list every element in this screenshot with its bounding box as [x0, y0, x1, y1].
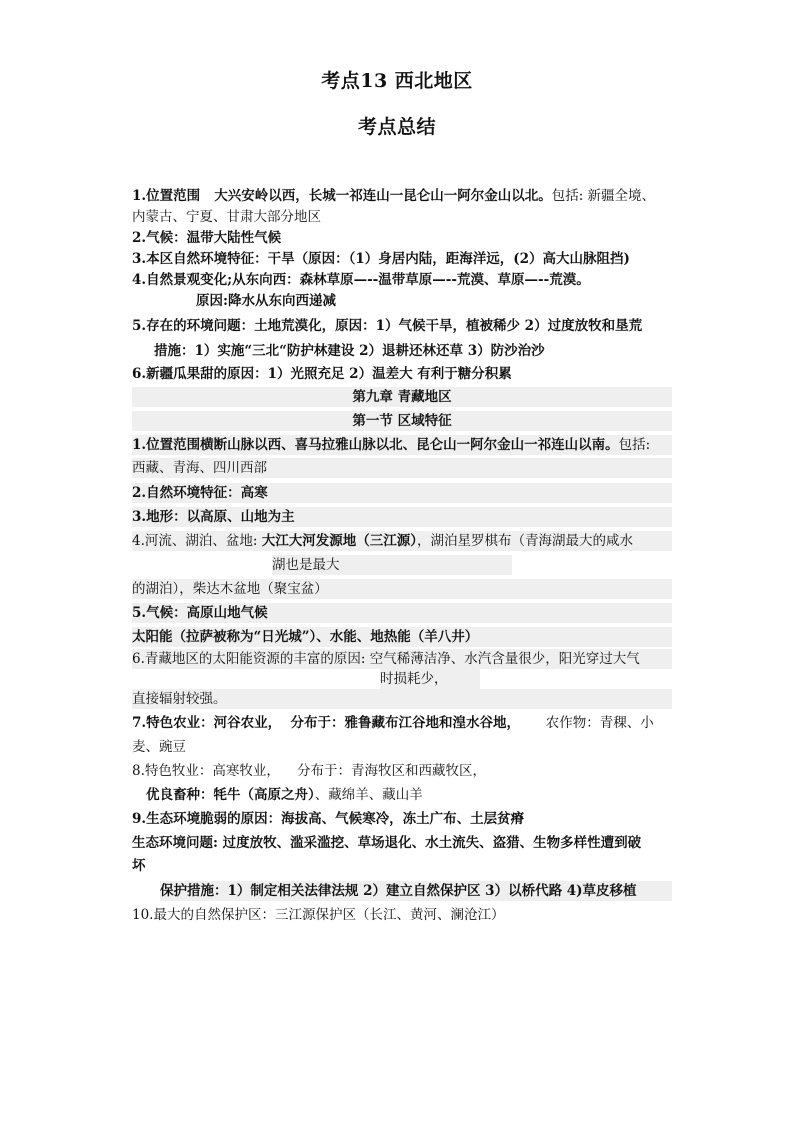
- list-item: 2.自然环境特征：高寒: [132, 483, 672, 503]
- list-item: 时损耗少，: [380, 669, 480, 689]
- list-item: 直接辐射较强。: [132, 689, 672, 709]
- list-item: 湖也是最大: [272, 555, 512, 575]
- list-item: 3.地形：以高原、山地为主: [132, 507, 672, 527]
- section-heading: 第一节 区域特征: [132, 411, 672, 431]
- page-subtitle: 考点总结: [357, 116, 436, 138]
- list-item: 3.本区自然环境特征：干旱（原因：（1）身居内陆，距海洋远，(2）高大山脉阻挡): [132, 251, 630, 267]
- list-item: 优良畜种：牦牛（高原之舟）、藏绵羊、藏山羊: [146, 787, 423, 803]
- list-item: 措施：1）实施“三北“防护林建设 2）退耕还林还草 3）防沙治沙: [154, 343, 545, 359]
- list-item: 1.位置范围横断山脉以西、喜马拉雅山脉以北、昆仑山一阿尔金山一祁连山以南。包括:: [132, 435, 672, 455]
- list-item: 6.新疆瓜果甜的原因：1）光照充足 2）温差大 有利于糖分积累: [132, 366, 512, 382]
- list-item: 4.河流、湖泊、盆地: 大江大河发源地（三江源），湖泊星罗棋布（青海湖最大的咸水: [132, 531, 672, 551]
- list-item: 8.特色牧业：高寒牧业， 分布于：青海牧区和西藏牧区，: [132, 763, 487, 779]
- list-item: 7.特色农业：河谷农业， 分布于：雅鲁藏布江谷地和湟水谷地， 农作物：青稞、小: [132, 715, 654, 731]
- list-item: 4.自然景观变化;从东向西：森林草原—--温带草原—--荒漠、草原—--荒漠。: [132, 272, 590, 288]
- list-item: 西藏、青海、四川西部: [132, 458, 672, 478]
- chapter-heading: 第九章 青藏地区: [132, 387, 672, 407]
- list-item: 保护措施：1）制定相关法律法规 2）建立自然保护区 3）以桥代路 4)草皮移植: [160, 881, 672, 901]
- list-item: 坏: [132, 858, 146, 874]
- list-item: 2.气候：温带大陆性气候: [132, 230, 282, 246]
- list-item: 麦、豌豆: [132, 739, 186, 755]
- list-item: 太阳能（拉萨被称为“日光城”）、水能、地热能（羊八井）: [132, 627, 672, 647]
- list-item: 的湖泊），柴达木盆地（聚宝盆）: [132, 579, 672, 599]
- list-item: 5.气候：高原山地气候: [132, 603, 672, 623]
- page-title: 考点13 西北地区: [321, 70, 473, 92]
- list-item: 生态环境问题: 过度放牧、滥采滥挖、草场退化、水土流失、盗猎、生物多样性遭到破: [132, 835, 642, 851]
- list-item: 5.存在的环境问题：土地荒漠化，原因：1）气候干旱，植被稀少 2）过度放牧和垦荒: [132, 318, 643, 334]
- list-item: 原因:降水从东向西递减: [196, 293, 336, 309]
- list-item: 内蒙古、宁夏、甘肃大部分地区: [132, 209, 321, 225]
- list-item: 1.位置范围 大兴安岭以西，长城一祁连山一昆仑山一阿尔金山以北。包括: 新疆全境、: [132, 188, 656, 204]
- list-item: 6.青藏地区的太阳能资源的丰富的原因: 空气稀薄洁净、水汽含量很少，阳光穿过大气: [132, 649, 672, 669]
- list-item: 9.生态环境脆弱的原因：海拔高、气候寒冷，冻土广布、土层贫瘠: [132, 811, 525, 827]
- list-item: 10.最大的自然保护区：三江源保护区（长江、黄河、澜沧江）: [132, 907, 505, 923]
